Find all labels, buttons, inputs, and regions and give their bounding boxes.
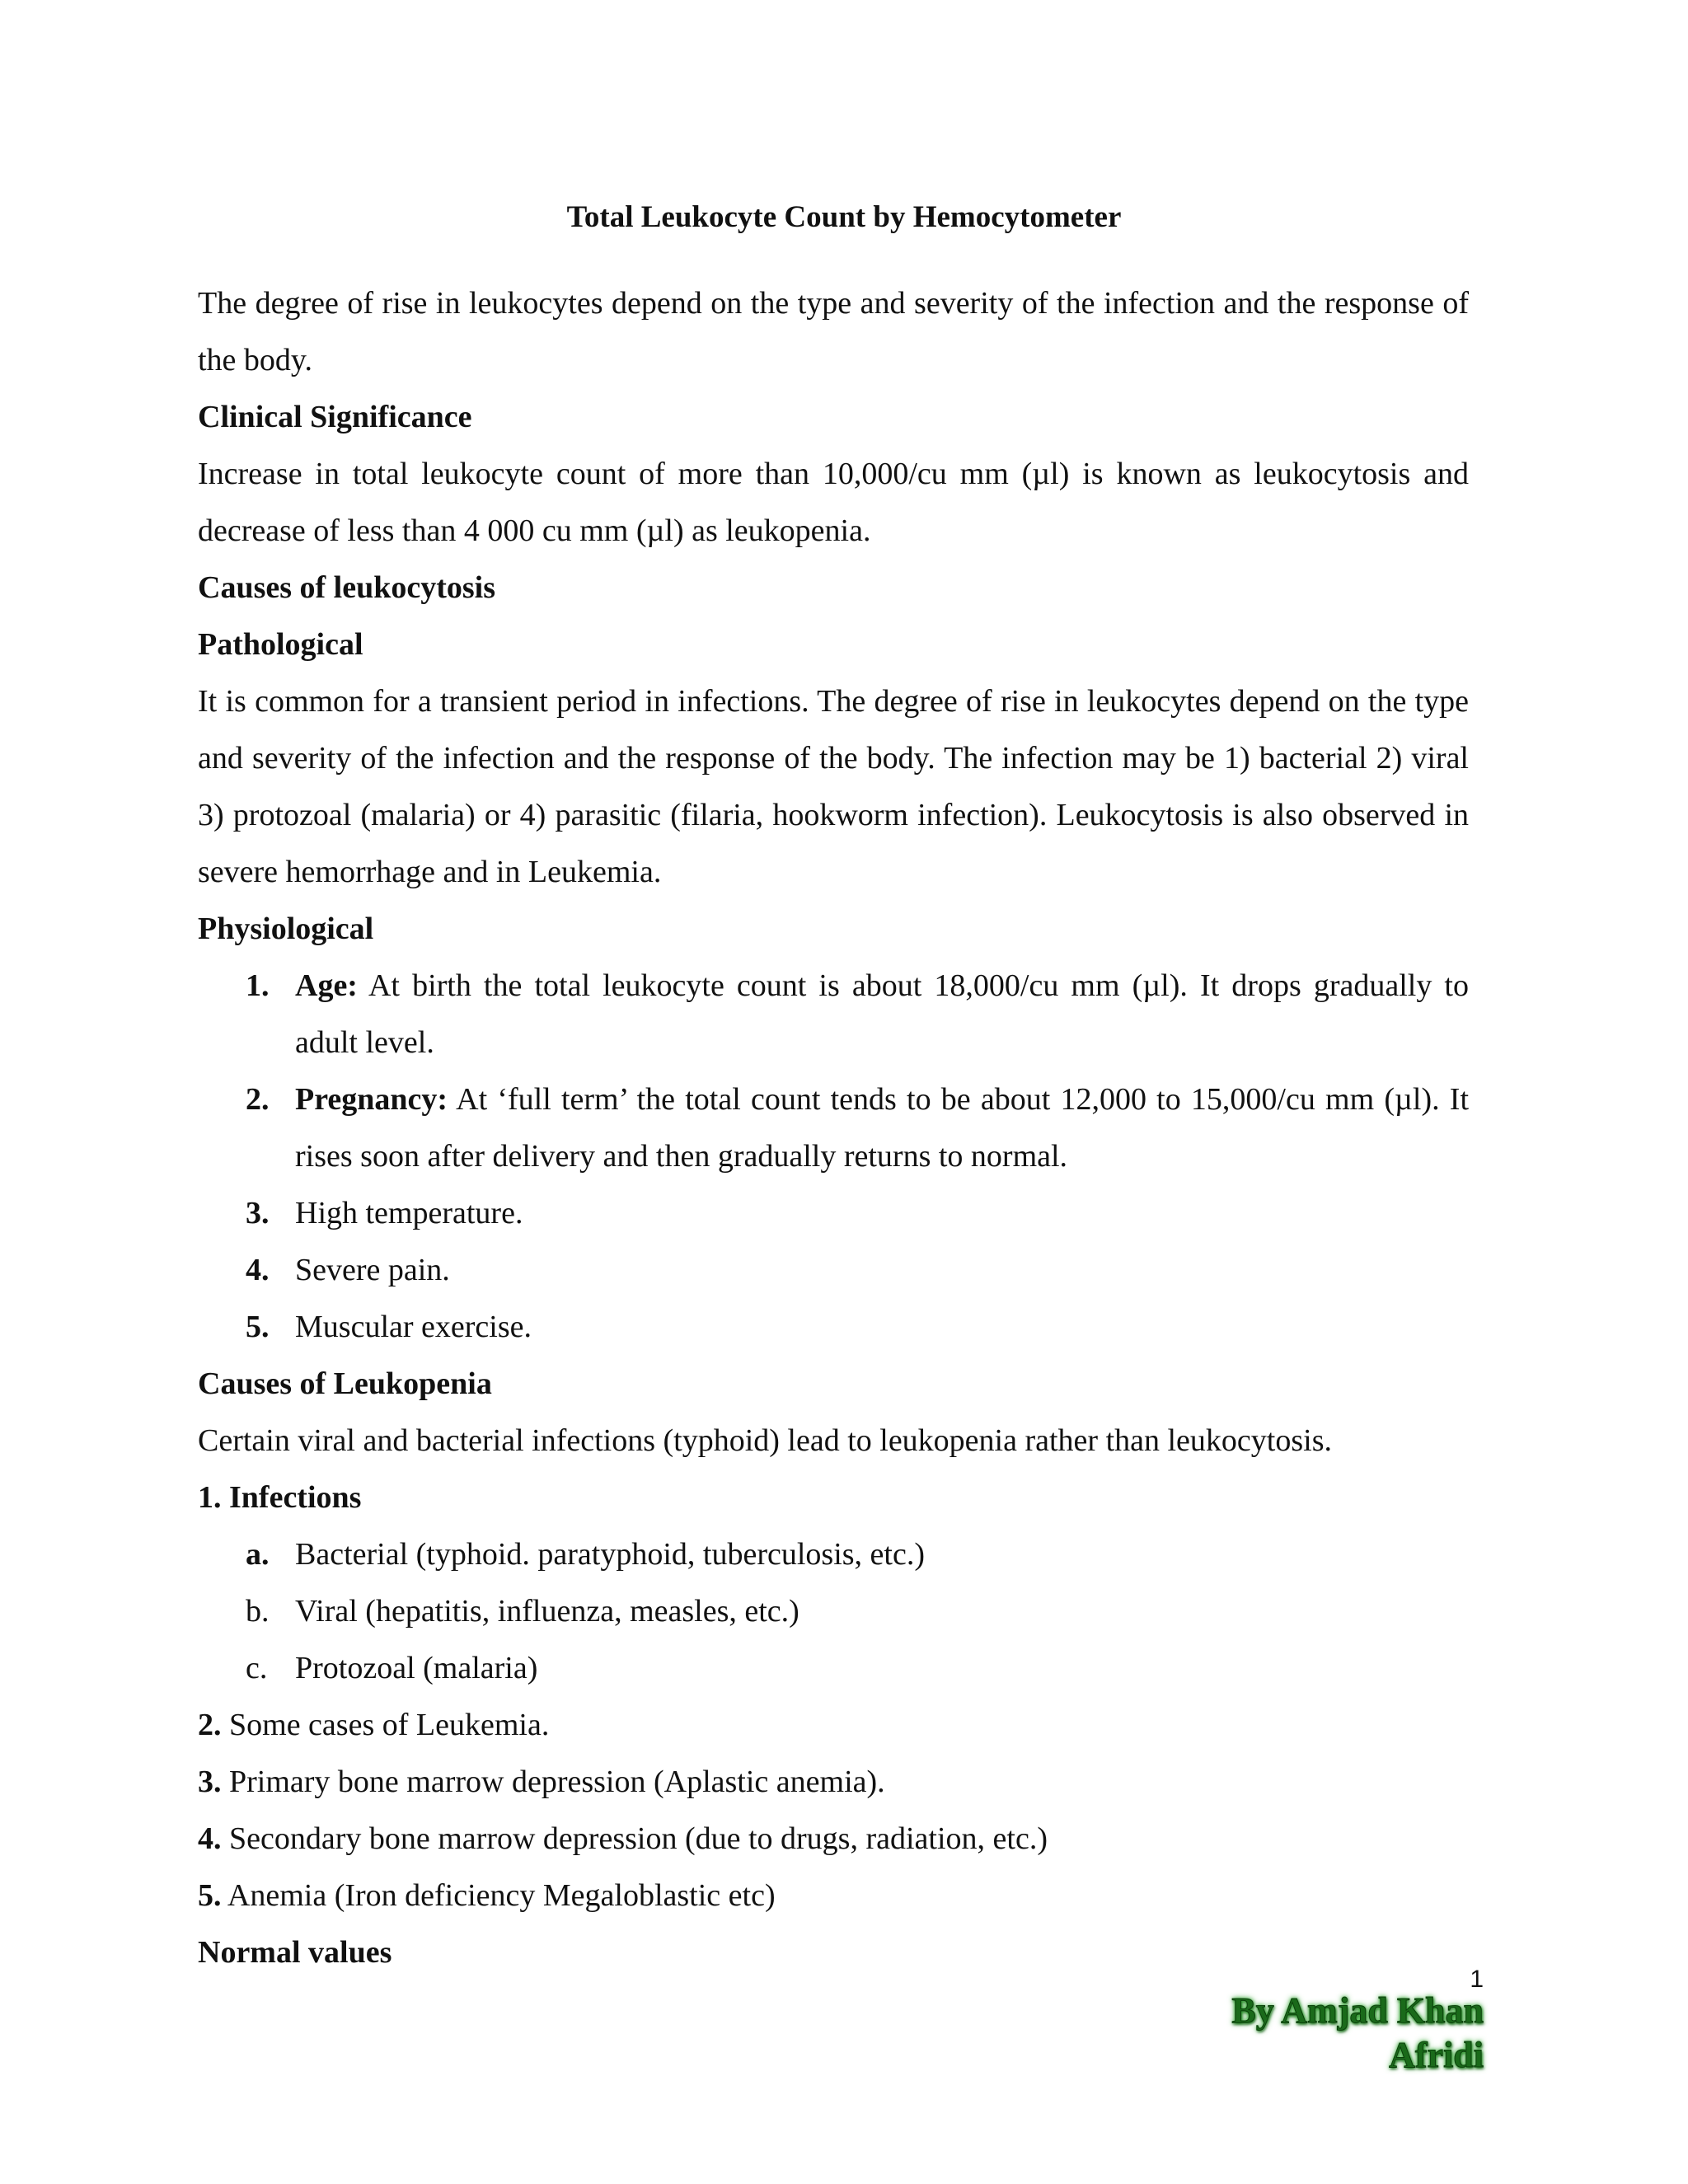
list-item-text: At ‘full term’ the total count tends to be about 12,000 to 15,000/cu mm (µl). It rises soon after delivery and then gradually returns to normal. bbox=[295, 1082, 1469, 1174]
list-item-text: Bacterial (typhoid. paratyphoid, tuberculosis, etc.) bbox=[295, 1537, 925, 1572]
list-item-number: 2. bbox=[246, 1082, 270, 1117]
list-item bbox=[198, 1185, 1469, 1242]
list-item-label: Pregnancy: bbox=[295, 1082, 448, 1117]
list-item-text: Muscular exercise. bbox=[295, 1310, 532, 1344]
infections-list bbox=[198, 1526, 1469, 1697]
list-item-number: 4. bbox=[246, 1253, 270, 1287]
list-item-letter: c. bbox=[246, 1651, 268, 1685]
leukopenia-heading: Causes of Leukopenia bbox=[198, 1366, 492, 1401]
cause-text: Anemia (Iron deficiency Megaloblastic etc) bbox=[221, 1878, 776, 1913]
pathological-heading: Pathological bbox=[198, 627, 363, 662]
list-item-letter: a. bbox=[246, 1537, 270, 1572]
normal-values-heading: Normal values bbox=[198, 1935, 392, 1970]
list-item bbox=[198, 1071, 1469, 1185]
list-item-number: 1. bbox=[246, 968, 270, 1003]
list-item-label: Age: bbox=[295, 968, 358, 1003]
clinical-significance-text: Increase in total leukocyte count of more than 10,000/cu mm (µl) is known as leukocytosis and decrease of less than 4 000 cu mm (µl) as leukopenia. bbox=[198, 457, 1469, 548]
clinical-significance-heading: Clinical Significance bbox=[198, 400, 472, 434]
cause-text: Some cases of Leukemia. bbox=[221, 1708, 550, 1742]
author-credit: By Amjad Khan Afridi bbox=[1231, 1990, 1484, 2075]
list-item-text: At birth the total leukocyte count is about 18,000/cu mm (µl). It drops gradually to adult level. bbox=[295, 968, 1469, 1060]
list-item bbox=[198, 958, 1469, 1071]
list-item-letter: b. bbox=[246, 1594, 270, 1629]
cause-number: 4. bbox=[198, 1821, 222, 1856]
list-item bbox=[198, 1640, 1469, 1697]
pathological-text: It is common for a transient period in infections. The degree of rise in leukocytes depend on the type and severity of the infection and the response of the body. The infection may be 1) bacterial 2) viral 3) protozoal (malaria) or 4) parasitic (filaria, hookworm infection). Leukocytosis is also observed in severe hemorrhage and in Leukemia. bbox=[198, 684, 1469, 889]
list-item-number: 5. bbox=[246, 1310, 270, 1344]
cause-number: 5. bbox=[198, 1878, 222, 1913]
list-item bbox=[198, 1583, 1469, 1640]
cause-number: 2. bbox=[198, 1708, 222, 1742]
intro-paragraph: The degree of rise in leukocytes depend on the type and severity of the infection and the response of the body. bbox=[198, 286, 1469, 377]
physiological-heading: Physiological bbox=[198, 912, 374, 946]
leukopenia-cause-5 bbox=[198, 1868, 1469, 1924]
page-number: 1 bbox=[1470, 1966, 1484, 1993]
list-item-text: Severe pain. bbox=[295, 1253, 450, 1287]
list-item bbox=[198, 1299, 1469, 1356]
list-item bbox=[198, 1242, 1469, 1299]
list-item-text: High temperature. bbox=[295, 1196, 523, 1230]
page-title: Total Leukocyte Count by Hemocytometer bbox=[566, 200, 1122, 234]
list-item-number: 3. bbox=[246, 1196, 270, 1230]
list-item bbox=[198, 1526, 1469, 1583]
document-body bbox=[198, 275, 1469, 1981]
leukocytosis-heading: Causes of leukocytosis bbox=[198, 570, 496, 605]
cause-number: 3. bbox=[198, 1765, 222, 1799]
infections-heading: 1. Infections bbox=[198, 1480, 362, 1515]
cause-text: Secondary bone marrow depression (due to drugs, radiation, etc.) bbox=[221, 1821, 1048, 1856]
list-item-text: Protozoal (malaria) bbox=[295, 1651, 538, 1685]
list-item-text: Viral (hepatitis, influenza, measles, etc.) bbox=[295, 1594, 799, 1629]
leukopenia-text: Certain viral and bacterial infections (typhoid) lead to leukopenia rather than leukocytosis. bbox=[198, 1423, 1332, 1458]
physiological-list bbox=[198, 958, 1469, 1356]
cause-text: Primary bone marrow depression (Aplastic anemia). bbox=[221, 1765, 885, 1799]
leukopenia-cause-2 bbox=[198, 1697, 1469, 1754]
leukopenia-cause-3 bbox=[198, 1754, 1469, 1811]
leukopenia-cause-4 bbox=[198, 1811, 1469, 1868]
